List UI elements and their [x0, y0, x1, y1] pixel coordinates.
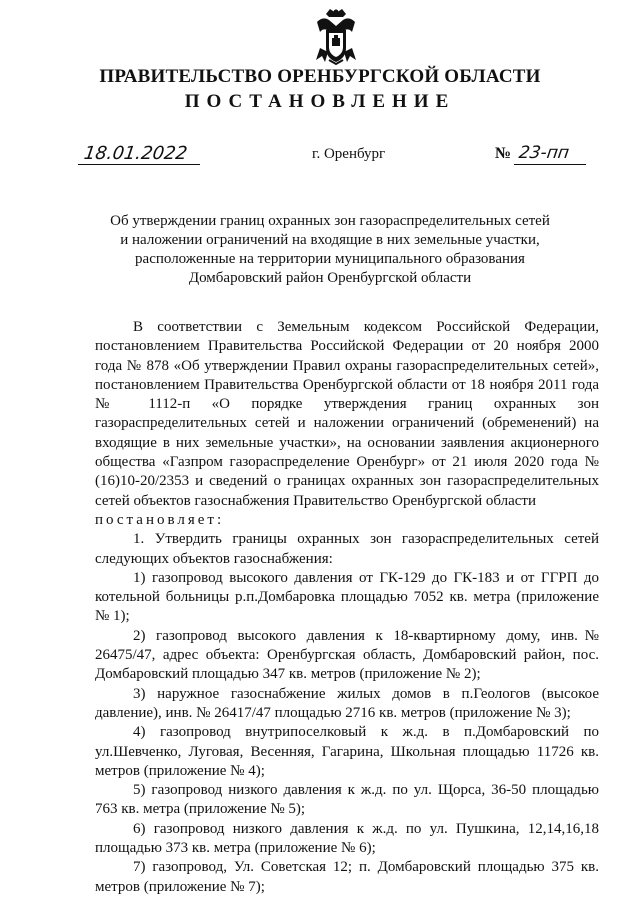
number-underline — [514, 164, 586, 165]
resolves-word: постановляет: — [95, 511, 225, 528]
number-value: 23-пп — [517, 143, 571, 163]
document-title — [60, 212, 600, 288]
subitem-5: 5) газопровод низкого давления к ж.д. по ул. Щорса, 36-50 площадью 763 кв. метра (приложение № 5); — [95, 782, 599, 818]
preamble-paragraph: В соответствии с Земельным кодексом Российской Федерации, постановлением Правительства Российской Федерации от 20 ноября 2000 года № 878 «Об утверждении Правил охраны газораспределительных сетей», постановлением Правительства Оренбургской области от 18 ноября 2011 года № 1112-п «О порядке утверждения границ охранных зон газораспределительных сетей и наложении ограничений (обременений) на входящие в них земельные участки», на основании заявления акционерного общества «Газпром газораспределение Оренбург» от 21 июля 2020 года № (16)10-20/2353 и сведений о границах охранных зон газораспределительных сетей объектов газоснабжения Правительство Оренбургской области — [95, 319, 599, 509]
subitem-4: 4) газопровод внутрипоселковый к ж.д. в п.Домбаровский по ул.Шевченко, Луговая, Весенняя, Гагарина, Школьная площадью 11726 кв. метров (приложение № 4); — [95, 724, 599, 779]
document-body — [95, 318, 599, 897]
title-line: Об утверждении границ охранных зон газораспределительных сетей — [110, 213, 550, 229]
subitem-6: 6) газопровод низкого давления к ж.д. по ул. Пушкина, 12,14,16,18 площадью 373 кв. метра (приложение № 6); — [95, 820, 599, 857]
number-label: № — [495, 145, 512, 162]
subitem-3: 3) наружное газоснабжение жилых домов в п.Геологов (высокое давление), инв. № 26417/47 площадью 2716 кв. метров (приложение № 3); — [95, 685, 599, 721]
subitem-2: 2) газопровод высокого давления к 18-квартирному дому, инв.№ 26475/47, адрес объекта: Оренбургская область, Домбаровский район, пос. Домбаровский площадью 347 кв. метров (приложение № 2); — [95, 627, 599, 683]
document-date: 18.01.2022 — [82, 143, 189, 164]
coat-of-arms-emblem — [314, 8, 358, 66]
subitem-7: 7) газопровод, Ул. Советская 12; п. Домбаровский площадью 375 кв. метров (приложение № 7); — [95, 859, 599, 895]
title-line: расположенные на территории муниципального образования — [135, 251, 525, 267]
date-underline — [78, 164, 200, 165]
item-1-paragraph: 1. Утвердить границы охранных зон газораспределительных сетей следующих объектов газоснабжения: — [95, 531, 599, 567]
title-line: и наложении ограничений на входящие в них земельные участки, — [120, 232, 540, 248]
city: г. Оренбург — [312, 146, 386, 162]
organization-name: ПРАВИТЕЛЬСТВО ОРЕНБУРГСКОЙ ОБЛАСТИ — [99, 66, 541, 87]
title-line: Домбаровский район Оренбургской области — [188, 270, 472, 286]
document-number — [495, 143, 569, 163]
subitem-1: 1) газопровод высокого давления от ГК-129 до ГК-183 и от ГГРП до котельной больницы р.п.Домбаровка площадью 7052 кв. метра (приложение № 1); — [95, 569, 599, 625]
document-type: ПОСТАНОВЛЕНИЕ — [184, 91, 456, 112]
